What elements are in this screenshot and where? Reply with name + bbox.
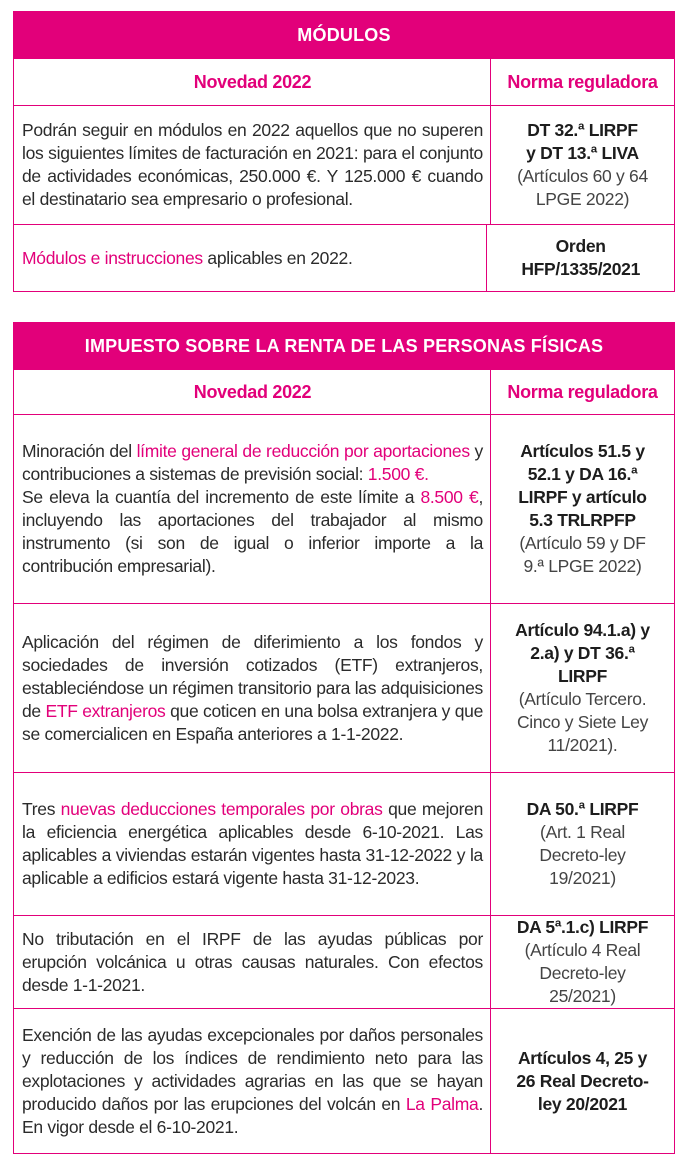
table-row <box>14 224 674 291</box>
irpf-header-row <box>14 369 674 414</box>
norma-cell <box>491 415 674 603</box>
novedad-cell: Podrán seguir en módulos en 2022 aquellos que no superen los siguientes límites de facturación en 2021: para el conjunto de actividades económicas, 250.000 €. Y 125.000 € cuando el destinatario sea empresario o profesional. <box>14 106 491 224</box>
modulos-header-row <box>14 58 674 105</box>
irpf-table <box>13 322 675 1154</box>
norma-bold: DT 32.ª LIRPF y DT 13.ª LIVA <box>526 120 639 163</box>
norma-sub: (Art. 1 Real Decreto-ley 19/2021) <box>539 822 626 888</box>
novedad-cell: No tributación en el IRPF de las ayudas públicas por erupción volcánica u otras causas naturales. Con efectos desde 1-1-2021. <box>14 916 491 1008</box>
la-palma-link[interactable]: La Palma <box>405 1093 479 1114</box>
norma-cell <box>491 916 674 1008</box>
modulos-title: MÓDULOS <box>14 12 674 58</box>
col-norma-header: Norma reguladora <box>507 71 658 92</box>
col-norma-header: Norma reguladora <box>507 381 658 402</box>
norma-cell <box>491 773 674 915</box>
table-row <box>14 1008 674 1153</box>
col-novedad-header: Novedad 2022 <box>14 370 491 414</box>
norma-bold: DA 50.ª LIRPF <box>526 799 639 819</box>
table-row <box>14 414 674 603</box>
modulos-link[interactable]: Módulos e instrucciones <box>22 247 203 268</box>
novedad-cell: Exención de las ayudas excepcionales por daños personales y reducción de los índices de rendimiento neto para las explotaciones y actividades agrarias en las que se hayan producido daños por las erupciones del volcán en La Palma. En vigor desde el 6-10-2021. <box>14 1009 491 1153</box>
limite-reduccion-link[interactable]: límite general de reducción por aportaciones <box>136 441 470 461</box>
deducciones-link[interactable]: nuevas deducciones temporales por obras <box>60 799 383 819</box>
table-row <box>14 772 674 915</box>
norma-sub: (Artículo 4 Real Decreto-ley 25/2021) <box>524 940 641 1006</box>
novedad-cell: Aplicación del régimen de diferimiento a los fondos y sociedades de inversión cotizados (ETF) extranjeros, estableciéndose un régimen transitorio para las adquisiciones de ETF extranjeros que coticen en una bolsa extranjera y que se comercialicen en España anteriores a 1-1-2022. <box>14 604 491 772</box>
norma-bold: DA 5ª.1.c) LIRPF <box>516 917 649 937</box>
norma-cell <box>491 1009 674 1153</box>
norma-sub: (Artículos 60 y 64 LPGE 2022) <box>517 166 648 209</box>
norma-bold: Artículos 51.5 y 52.1 y DA 16.ª LIRPF y artículo 5.3 TRLRPFP <box>518 441 647 530</box>
irpf-title: IMPUESTO SOBRE LA RENTA DE LAS PERSONAS FÍSICAS <box>14 323 674 369</box>
norma-bold: Artículos 4, 25 y 26 Real Decreto-ley 20/2021 <box>516 1047 649 1114</box>
norma-sub: (Artículo Tercero. Cinco y Siete Ley 11/2021). <box>516 689 649 755</box>
novedad-cell: Tres nuevas deducciones temporales por obras que mejoren la eficiencia energética aplicables desde 6-10-2021. Las aplicables a viviendas estarán vigentes hasta 31-12-2022 y la aplicable a edificios estará vigente hasta 31-12-2023. <box>14 773 491 915</box>
novedad-cell: Módulos e instrucciones aplicables en 2022. <box>14 225 487 291</box>
novedad-cell: Minoración del límite general de reducción por aportaciones y contribuciones a sistemas de previsión social: 1.500 €. Se eleva la cuantía del incremento de este límite a 8.500 €, incluyendo las aportaciones del trabajador al mismo instrumento (si son de igual o inferior importe a la contribución empresarial). <box>14 415 491 603</box>
table-row <box>14 105 674 224</box>
norma-cell <box>491 604 674 772</box>
norma-sub: (Artículo 59 y DF 9.ª LPGE 2022) <box>519 533 646 576</box>
norma-cell <box>487 225 674 291</box>
amount-8500: 8.500 € <box>420 487 479 507</box>
table-row <box>14 603 674 772</box>
norma-bold: Artículo 94.1.a) y 2.a) y DT 36.ª LIRPF <box>515 620 650 686</box>
col-novedad-header: Novedad 2022 <box>14 59 491 105</box>
amount-1500: 1.500 €. <box>367 464 429 484</box>
modulos-table <box>13 11 675 292</box>
etf-link[interactable]: ETF extranjeros <box>45 700 166 721</box>
norma-bold: Orden HFP/1335/2021 <box>521 236 640 279</box>
norma-cell <box>491 106 674 224</box>
table-row <box>14 915 674 1008</box>
